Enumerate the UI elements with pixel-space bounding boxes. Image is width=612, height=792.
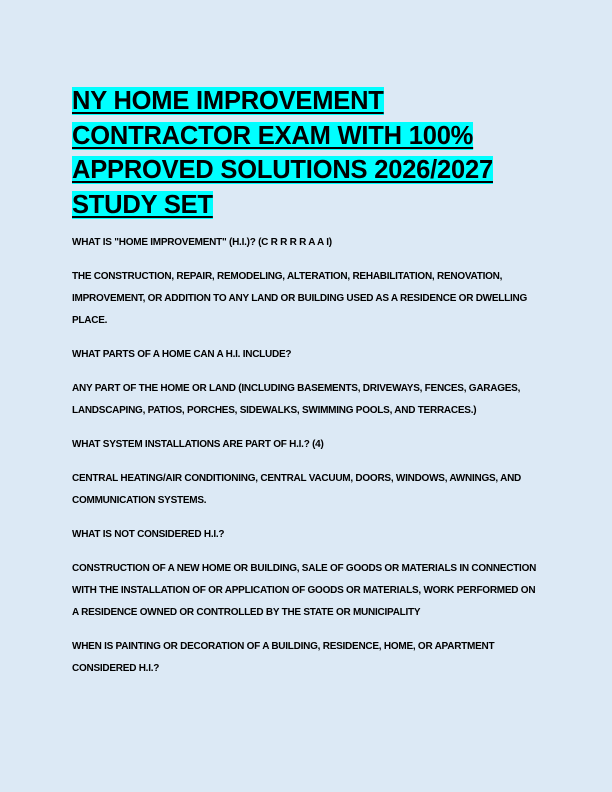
answer-4: CONSTRUCTION OF A NEW HOME OR BUILDING, SALE OF GOODS OR MATERIALS IN CONNECTION WITH THE INSTALLATION OF OR APPLICATION OF GOODS OR MATERIALS, WORK PERFORMED ON A RESIDENCE OWNED OR CONTROLLED BY THE STATE OR MUNICIPALITY — [72, 563, 537, 618]
document-title — [72, 84, 542, 222]
qa-list — [72, 232, 542, 680]
question-3: WHAT SYSTEM INSTALLATIONS ARE PART OF H.I.? (4) — [72, 439, 324, 450]
question-5: WHEN IS PAINTING OR DECORATION OF A BUILDING, RESIDENCE, HOME, OR APARTMENT CONSIDERED H.I.? — [72, 641, 495, 674]
question-1: WHAT IS "HOME IMPROVEMENT" (H.I.)? (C R R R R A A I) — [72, 237, 332, 248]
question-2: WHAT PARTS OF A HOME CAN A H.I. INCLUDE? — [72, 349, 292, 360]
title-highlight: NY HOME IMPROVEMENT CONTRACTOR EXAM WITH 100% APPROVED SOLUTIONS 2026/2027 STUDY SET — [72, 87, 493, 219]
answer-2: ANY PART OF THE HOME OR LAND (INCLUDING BASEMENTS, DRIVEWAYS, FENCES, GARAGES, LANDSCAPING, PATIOS, PORCHES, SIDEWALKS, SWIMMING POOLS, AND TERRACES.) — [72, 383, 521, 416]
document-page — [72, 84, 542, 692]
answer-3: CENTRAL HEATING/AIR CONDITIONING, CENTRAL VACUUM, DOORS, WINDOWS, AWNINGS, AND COMMUNICATION SYSTEMS. — [72, 473, 522, 506]
question-4: WHAT IS NOT CONSIDERED H.I.? — [72, 529, 225, 540]
answer-1: THE CONSTRUCTION, REPAIR, REMODELING, ALTERATION, REHABILITATION, RENOVATION, IMPROVEMENT, OR ADDITION TO ANY LAND OR BUILDING USED AS A RESIDENCE OR DWELLING PLACE. — [72, 271, 528, 326]
